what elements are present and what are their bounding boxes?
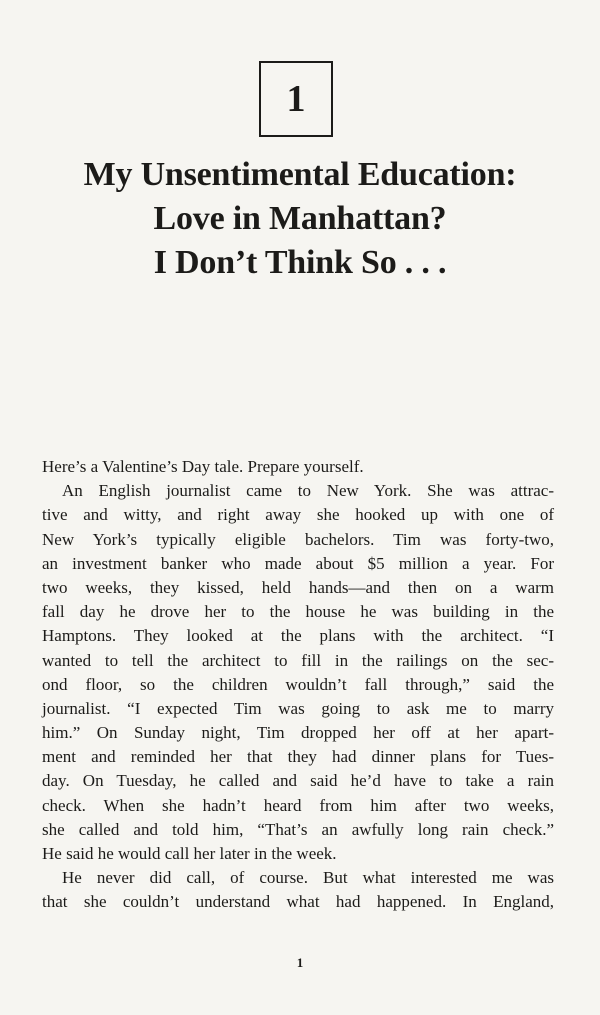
- text-line: day. On Tuesday, he called and said he’d have to take a rain: [42, 771, 554, 791]
- text-line: tive and witty, and right away she hooked up with one of: [42, 505, 554, 525]
- text-line: An English journalist came to New York. She was attrac-: [62, 481, 554, 501]
- text-line: check. When she hadn’t heard from him after two weeks,: [42, 795, 554, 815]
- text-line: wanted to tell the architect to fill in the railings on the sec-: [42, 650, 554, 670]
- body-text: [42, 455, 554, 915]
- text-line: He said he would call her later in the week.: [42, 844, 337, 863]
- chapter-title-line-3: I Don’t Think So . . .: [153, 244, 447, 281]
- text-line: Here’s a Valentine’s Day tale. Prepare yourself.: [42, 457, 364, 476]
- chapter-title-line-1: My Unsentimental Education:: [83, 156, 517, 193]
- chapter-title-line-2: Love in Manhattan?: [153, 200, 447, 237]
- text-line: two weeks, they kissed, held hands—and then on a warm: [42, 577, 554, 597]
- page-number: 1: [296, 955, 304, 970]
- chapter-number-box: [259, 61, 333, 137]
- text-line: an investment banker who made about $5 million a year. For: [42, 553, 554, 573]
- text-line: Hamptons. They looked at the plans with the architect. “I: [42, 626, 554, 646]
- chapter-number: 1: [286, 78, 306, 120]
- text-line: He never did call, of course. But what interested me was: [62, 868, 554, 888]
- text-line: fall day he drove her to the house he was building in the: [42, 602, 554, 622]
- chapter-title: [0, 153, 600, 285]
- text-line: ment and reminded her that they had dinner plans for Tues-: [42, 747, 554, 767]
- text-line: that she couldn’t understand what had happened. In England,: [42, 892, 554, 912]
- text-line: New York’s typically eligible bachelors. Tim was forty-two,: [42, 529, 554, 549]
- text-line: journalist. “I expected Tim was going to ask me to marry: [42, 698, 554, 718]
- text-line: ond floor, so the children wouldn’t fall through,” said the: [42, 674, 554, 694]
- text-line: she called and told him, “That’s an awfully long rain check.”: [42, 819, 554, 839]
- text-line: him.” On Sunday night, Tim dropped her off at her apart-: [42, 723, 554, 743]
